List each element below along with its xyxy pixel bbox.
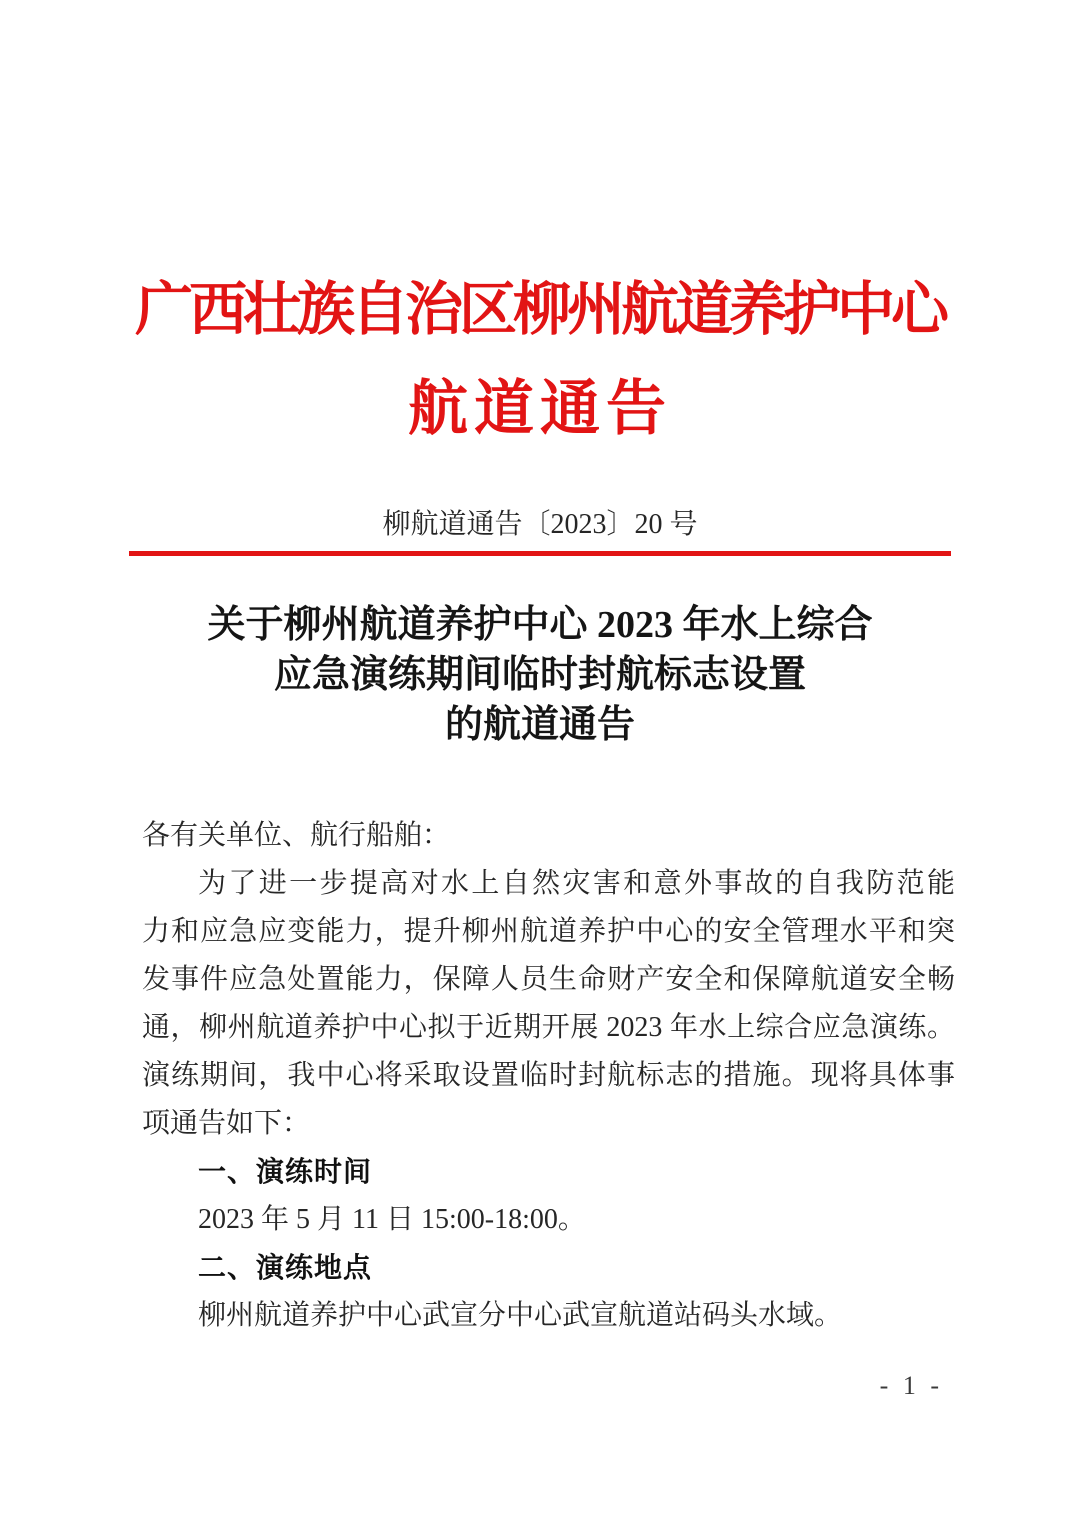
document-masthead [0, 276, 1080, 556]
paragraph-line: 项通告如下： [142, 1108, 311, 1139]
paragraph-line: 演练期间，我中心将采取设置临时封航标志的措施。现将具体事 [142, 1060, 955, 1091]
org-title-line1: 广西壮族自治区柳州航道养护中心 [134, 277, 945, 342]
title-line-2: 应急演练期间临时封航标志设置 [273, 654, 806, 696]
notice-type-title: 航道通告 [408, 376, 672, 442]
page-number: - 1 - [879, 1371, 943, 1400]
notice-body [142, 812, 955, 1340]
section-2-content: 柳州航道养护中心武宣分中心武宣航道站码头水域。 [198, 1300, 843, 1331]
paragraph-line: 通，柳州航道养护中心拟于近期开展 2023 年水上综合应急演练。 [142, 1012, 955, 1043]
salutation: 各有关单位、航行船舶： [142, 820, 451, 851]
document-title [0, 600, 1080, 750]
section-1-heading: 一、演练时间 [198, 1156, 373, 1187]
paragraph-line: 力和应急应变能力，提升柳州航道养护中心的安全管理水平和突 [142, 916, 955, 947]
section-2-heading: 二、演练地点 [198, 1252, 373, 1283]
section-1-content: 2023 年 5 月 11 日 15:00-18:00。 [198, 1204, 586, 1235]
title-line-1: 关于柳州航道养护中心 2023 年水上综合 [207, 604, 873, 646]
title-line-3: 的航道通告 [444, 704, 635, 746]
paragraph-line: 发事件应急处置能力，保障人员生命财产安全和保障航道安全畅 [142, 964, 955, 995]
red-divider-line [129, 551, 951, 556]
paragraph-line: 为了进一步提高对水上自然灾害和意外事故的自我防范能 [198, 868, 955, 899]
document-number: 柳航道通告〔2023〕20 号 [382, 509, 698, 540]
